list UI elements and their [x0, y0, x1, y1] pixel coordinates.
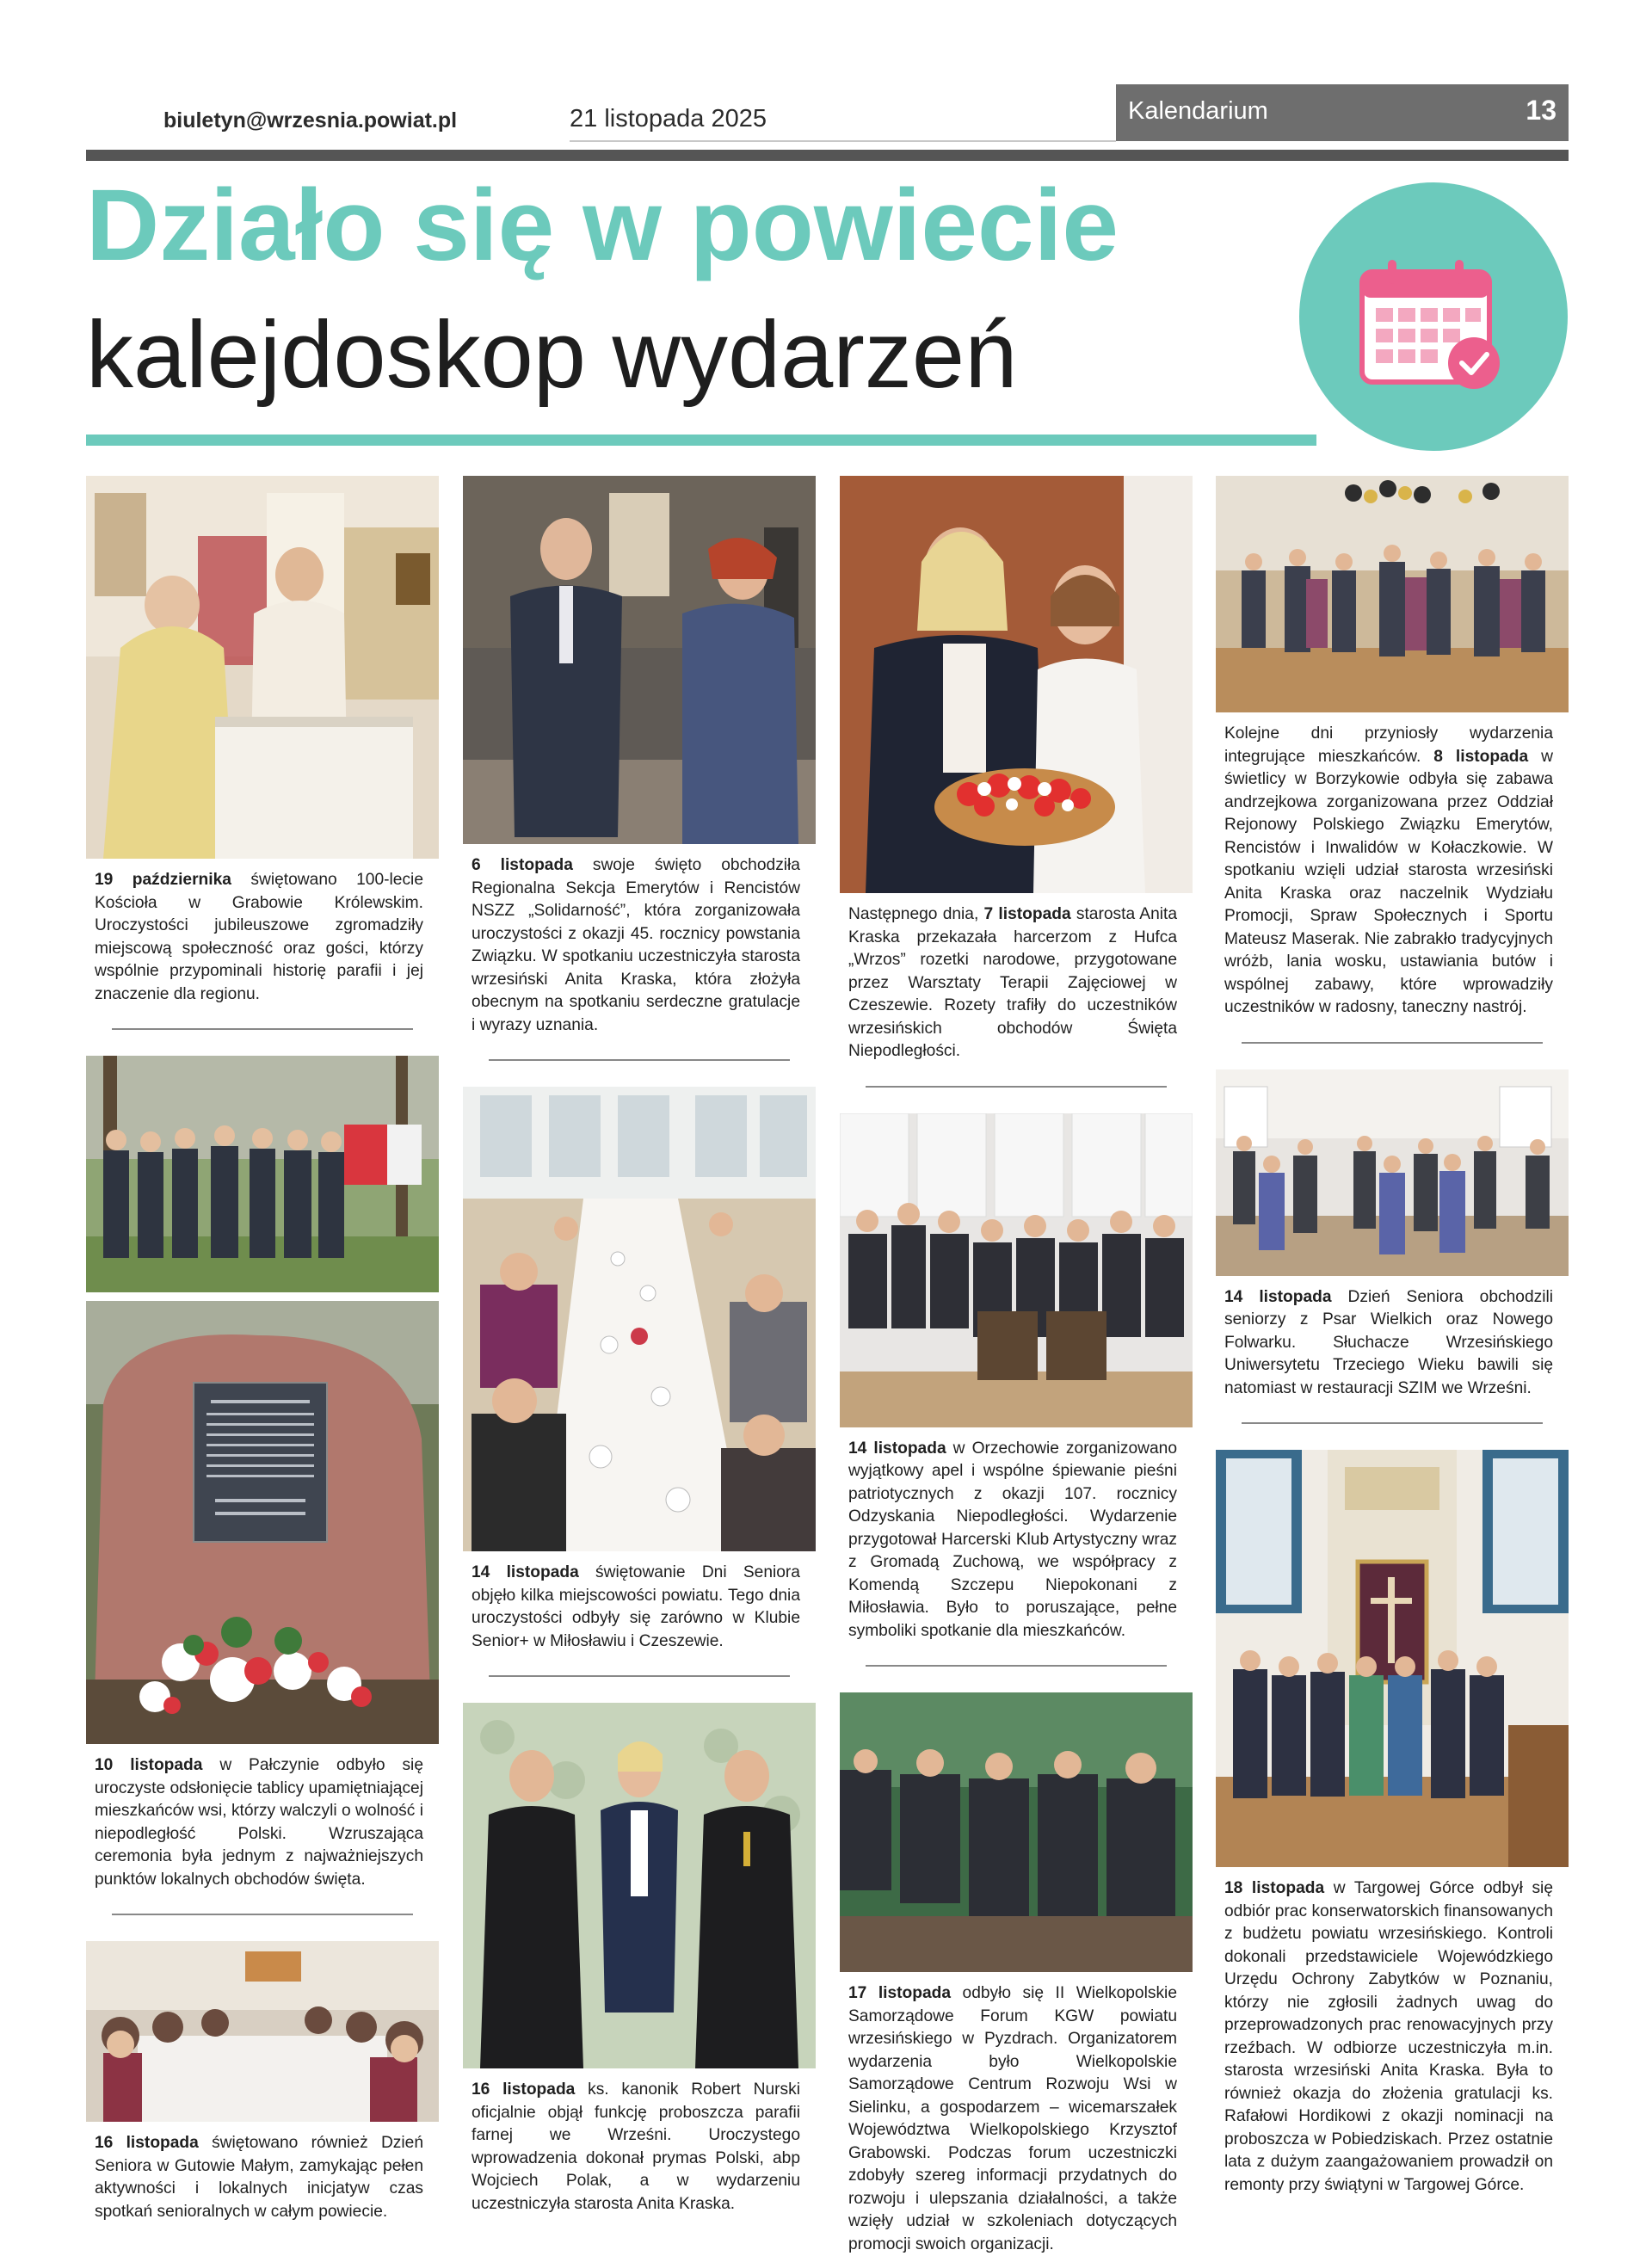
column-2 [463, 476, 816, 2216]
caption-patriotic-assembly [848, 1438, 1177, 1643]
title-underline [86, 435, 1316, 446]
caption-text: świętowano również Dzień Seniora w Gutowie Małym, zamykając pełen aktywności i lokalnych inicjatyw czas spotkań senioralnych w całym powiecie. [95, 2134, 424, 2221]
divider [1242, 1422, 1543, 1424]
caption-text: Dzień Seniora obchodzili seniorzy z Psar Wielkich oraz Nowego Folwarku. Słuchacze Wrzesińskiego Uniwersytetu Trzeciego Wieku bawili się natomiast w restauracji SZIM we Wrześni. [1224, 1287, 1553, 1397]
divider [866, 1086, 1167, 1088]
photo-seniors-dance-hall [1216, 1069, 1569, 1276]
photo-solidarity-anniversary [463, 476, 816, 844]
divider [112, 1914, 413, 1915]
caption-seniors-day-psary [1224, 1286, 1553, 1401]
header-email: biuletyn@wrzesnia.powiat.pl [163, 108, 458, 133]
caption-date: 14 listopada [1224, 1287, 1332, 1306]
section-label: Kalendarium [1128, 97, 1268, 125]
photo-patriotic-assembly [840, 1113, 1193, 1427]
caption-text: świętowano 100-lecie Kościoła w Grabowie Królewskim. Uroczystości jubileuszowe zgromadziły miejscową społeczność oraz gości, którzy wspólnie przypominali historię parafii i jej znaczenie dla regionu. [95, 871, 423, 1003]
header-bar [86, 150, 1569, 161]
caption-date: 10 listopada [95, 1756, 203, 1774]
caption-solidarity [472, 854, 800, 1037]
caption-seniors-gutowo [95, 2132, 423, 2223]
caption-andrzejki [1224, 723, 1553, 1020]
caption-text: świętowanie Dni Seniora objęło kilka miejscowości powiatu. Tego dnia uroczystości odbyły się zarówno w Klubie Senior+ w Miłosławiu i Czeszewie. [472, 1563, 800, 1650]
caption-text: w Orzechowie zorganizowano wyjątkowy apel i wspólne śpiewanie pieśni patriotycznych z okazji 107. rocznicy Odzyskania Niepodległości. Wydarzenie przygotował Harcerski Klub Artystyczny wraz z Gromadą Zuchową, we współpracy z Komendą Szczepu Niepokonani z Miłosławia. Było to poruszające, pełne symboliki spotkanie dla mieszkańców. [848, 1439, 1177, 1640]
photo-parish-induction [463, 1703, 816, 2068]
caption-memorial-plaque [95, 1754, 423, 1891]
caption-senior-days [472, 1562, 800, 1653]
divider [1242, 1042, 1543, 1044]
page-subtitle: kalejdoskop wydarzeń [86, 302, 1018, 408]
caption-date: 14 listopada [472, 1563, 579, 1581]
caption-date: 16 listopada [95, 2134, 199, 2152]
photo-kgw-forum [840, 1692, 1193, 1972]
header-rule [570, 140, 1116, 142]
divider [112, 1028, 413, 1030]
photo-seniors-gutowo [86, 1941, 439, 2122]
photo-church-jubilee [86, 476, 439, 859]
photo-group-outdoors [86, 1056, 439, 1292]
divider [489, 1675, 790, 1677]
caption-date: 8 listopada [1433, 747, 1529, 766]
caption-conservation [1224, 1877, 1553, 2197]
caption-lead: Następnego dnia, [848, 905, 984, 923]
caption-church-jubilee [95, 869, 423, 1006]
section-tab [1116, 84, 1569, 141]
caption-kgw-forum [848, 1982, 1177, 2256]
photo-conservation-handover [1216, 1450, 1569, 1867]
photo-rosettes-handover [840, 476, 1193, 893]
caption-text: w świetlicy w Borzykowie odbyła się zabawa andrzejkowa zorganizowana przez Oddział Rejonowy Polskiego Związku Emerytów, Rencistów i Inwalidów w Kołaczkowie. W spotkaniu wzięli udział starosta wrzesiński Anita Kraska oraz naczelnik Wydziału Promocji, Spraw Społecznych i Sportu Mateusz Maserak. Nie zabrakło tradycyjnych wróżb, lania wosku, ustawiania butów i wspólnej zabawy, które wprowadziły uczestników w radosny, taneczny nastrój. [1224, 747, 1554, 1016]
column-3 [840, 476, 1193, 2256]
caption-date: 18 listopada [1224, 1879, 1325, 1897]
page-number: 13 [1526, 95, 1556, 126]
calendar-check-icon [1355, 256, 1510, 394]
caption-lead: Kolejne dni przyniosły wydarzenia integrujące mieszkańców. [1224, 724, 1553, 766]
caption-date: 14 listopada [848, 1439, 946, 1458]
caption-date: 17 listopada [848, 1984, 952, 2002]
caption-text: w Pałczynie odbyło się uroczyste odsłonięcie tablicy upamiętniającej mieszkańców wsi, którzy walczyli o wolność i niepodległość Polski. Wzruszająca ceremonia była jednym z najważniejszych punktów lokalnych obchodów święta. [95, 1756, 423, 1889]
caption-date: 6 listopada [472, 856, 573, 874]
column-4 [1216, 476, 1569, 2197]
caption-text: w Targowej Górce odbył się odbiór prac konserwatorskich finansowanych z budżetu powiatu wrzesińskiego. Kontroli dokonali przedstawiciele Wojewódzkiego Urzędu Ochrony Zabytków w Poznaniu, którzy nie zgłosili żadnych uwag do przeprowadzonych prac renowacyjnych przy rzeźbach. W odbiorze uczestniczyła m.in. starosta wrzesiński Anita Kraska. Była to również okazja do złożenia gratulacji ks. Rafałowi Hordikowi z okazji nominacji na proboszcza w Pobiedziskach. Przez ostatnie lata z dużym zaangażowaniem prowadził on remonty przy świątyni w Targowej Górce. [1224, 1879, 1553, 2194]
column-1 [86, 476, 439, 2223]
caption-text: ks. kanonik Robert Nurski oficjalnie objął funkcję proboszcza parafii farnej we Wrześni. Uroczystego wprowadzenia dokonał prymas Polski, abp Wojciech Polak, a w wydarzeniu uczestniczyła starosta Anita Kraska. [472, 2080, 801, 2213]
caption-text: odbyło się II Wielkopolskie Samorządowe Forum KGW powiatu wrzesińskiego w Pyzdrach. Organizatorem wydarzenia było Wielkopolskie Samorządowe Centrum Rozwoju Wsi w Sielinku, a gospodarzem – wicemarszałek Województwa Wielkopolskiego Krzysztof Grabowski. Podczas forum uczestniczki zdobyły szereg informacji przydatnych do rozwoju i ulepszania działalności, a także wzięły udział w szkoleniach dotyczących promocji swoich organizacji. [848, 1984, 1177, 2253]
caption-date: 19 października [95, 871, 231, 889]
caption-parish-induction [472, 2079, 800, 2216]
caption-text: starosta Anita Kraska przekazała harcerzom z Hufca „Wrzos” rozetki narodowe, przygotowane przez Warsztaty Terapii Zajęciowej w Czeszewie. Rozety trafiły do uczestników wrzesińskich obchodów Święta Niepodległości. [848, 905, 1178, 1060]
caption-rosettes [848, 903, 1177, 1063]
divider [489, 1059, 790, 1061]
caption-text: swoje święto obchodziła Regionalna Sekcja Emerytów i Rencistów NSZZ „Solidarność”, która zorganizowała uroczystości z okazji 45. rocznicy powstania Związku. W spotkaniu uczestniczyła starosta wrzesiński Anita Kraska, która złożyła obecnym na spotkaniu serdeczne gratulacje i wyrazy uznania. [472, 856, 800, 1034]
photo-andrzejki-dance [1216, 476, 1569, 712]
page-title: Działo się w powiecie [86, 169, 1119, 282]
caption-date: 7 listopada [983, 905, 1071, 923]
photo-memorial-stone [86, 1301, 439, 1744]
caption-date: 16 listopada [472, 2080, 576, 2099]
divider [866, 1665, 1167, 1667]
photo-senior-days-table [463, 1087, 816, 1551]
header-date: 21 listopada 2025 [570, 105, 767, 133]
